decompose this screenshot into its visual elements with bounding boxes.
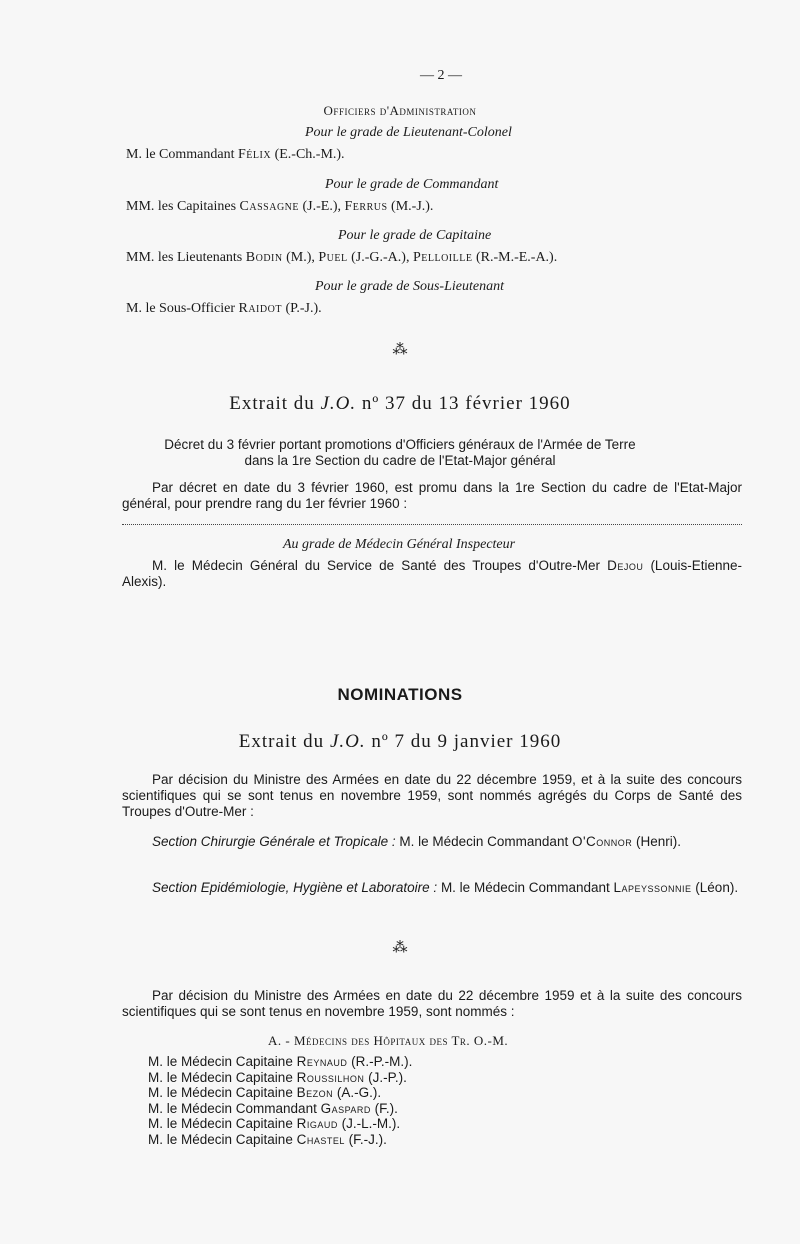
section-nomination: Section Chirurgie Générale et Tropicale : M. le Médecin Commandant O'Connor (Henri). bbox=[152, 834, 682, 849]
asterism: ⁂ bbox=[392, 940, 408, 956]
grade-heading: Au grade de Médecin Général Inspecteur bbox=[283, 537, 516, 552]
decision-paragraph: Par décision du Ministre des Armées en date du 22 décembre 1959, et à la suite des concours scientifiques qui se sont tenus en novembre 1959, sont nommés agrégés du Corps de Santé des Troupes d'Outre-Mer : bbox=[122, 772, 742, 819]
extrait-title: Extrait du J.O. nº 7 du 9 janvier 1960 bbox=[238, 731, 562, 752]
grade-heading: Pour le grade de Capitaine bbox=[338, 228, 492, 243]
decision-paragraph: Par décision du Ministre des Armées en date du 22 décembre 1959 et à la suite des concours scientifiques qui se sont tenus en novembre 1959, sont nommés : bbox=[122, 988, 742, 1019]
list-item: M. le Médecin Commandant Gaspard (F.). bbox=[148, 1100, 398, 1116]
list-item: M. le Médecin Capitaine Roussilhon (J.-P.). bbox=[148, 1069, 407, 1085]
extrait-title: Extrait du J.O. nº 37 du 13 février 1960 bbox=[229, 393, 571, 414]
decret-paragraph: Par décret en date du 3 février 1960, est promu dans la 1re Section du cadre de l'Etat-Major général, pour prendre rang du 1er février 1960 : bbox=[122, 480, 742, 511]
list-subheading: A. - Médecins des Hôpitaux des Tr. O.-M. bbox=[268, 1033, 509, 1048]
grade-heading: Pour le grade de Sous-Lieutenant bbox=[315, 279, 504, 294]
page-number: — 2 — bbox=[420, 68, 462, 83]
promotion-line: M. le Sous-Officier Raidot (P.-J.). bbox=[126, 301, 322, 316]
grade-heading: Pour le grade de Commandant bbox=[325, 177, 499, 192]
dotted-separator bbox=[122, 524, 742, 525]
list-item: M. le Médecin Capitaine Rigaud (J.-L.-M.). bbox=[148, 1116, 401, 1131]
list-item: M. le Médecin Capitaine Bezon (A.-G.). bbox=[148, 1085, 382, 1100]
promotion-line: M. le Commandant Félix (E.-Ch.-M.). bbox=[126, 147, 345, 162]
promotion-line: MM. les Capitaines Cassagne (J.-E.), Ferrus (M.-J.). bbox=[126, 199, 434, 214]
promotion-line: MM. les Lieutenants Bodin (M.), Puel (J.-G.-A.), Pelloille (R.-M.-E.-A.). bbox=[126, 250, 558, 265]
list-item: M. le Médecin Capitaine Reynaud (R.-P.-M.). bbox=[148, 1054, 413, 1069]
nominations-heading: NOMINATIONS bbox=[337, 685, 463, 704]
decret-title-line: dans la 1re Section du cadre de l'Etat-Major général bbox=[244, 453, 556, 468]
nominee-list bbox=[148, 1054, 412, 1147]
asterism: ⁂ bbox=[392, 342, 408, 358]
decret-title-line: Décret du 3 février portant promotions d'Officiers généraux de l'Armée de Terre bbox=[164, 437, 636, 452]
grade-heading: Pour le grade de Lieutenant-Colonel bbox=[305, 125, 512, 140]
promotion-paragraph: M. le Médecin Général du Service de Santé des Troupes d'Outre-Mer Dejou (Louis-Etienne-Alexis). bbox=[122, 558, 742, 589]
section-heading-officiers: Officiers d'Administration bbox=[323, 103, 477, 118]
section-nomination: Section Epidémiologie, Hygiène et Laboratoire : M. le Médecin Commandant Lapeyssonnie (Léon). bbox=[152, 880, 739, 895]
list-item: M. le Médecin Capitaine Chastel (F.-J.). bbox=[148, 1131, 387, 1147]
